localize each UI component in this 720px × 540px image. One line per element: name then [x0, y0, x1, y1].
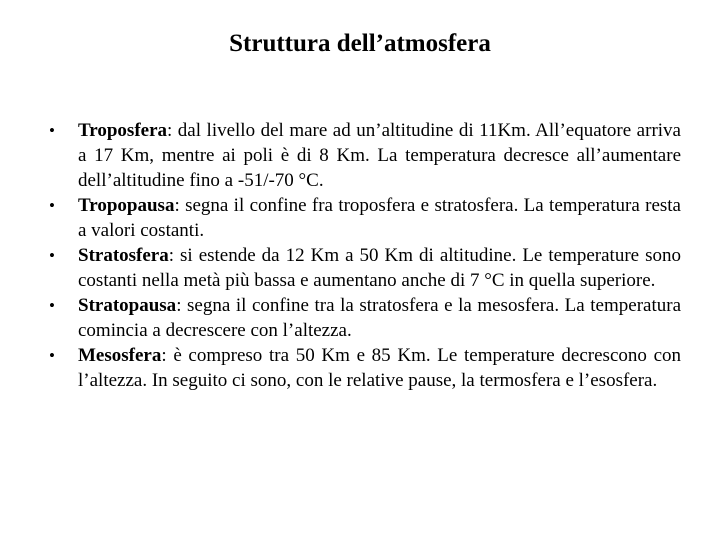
bullet-item-stratopausa — [49, 293, 681, 343]
bullet-icon: • — [49, 196, 55, 215]
bullet-term: Stratosfera — [78, 245, 169, 266]
bullet-text: : dal livello del mare ad un’altitudine di 11Km. All’equatore arriva a 17 Km, mentre ai poli è di 8 Km. La temperatura decresce all’aumentare dell’altitudine fino a -51/-70 °C. — [78, 120, 681, 191]
bullet-item-stratosfera — [49, 243, 681, 293]
bullet-icon: • — [49, 121, 55, 140]
bullet-icon: • — [49, 346, 55, 365]
bullet-text: : è compreso tra 50 Km e 85 Km. Le temperature decrescono con l’altezza. In seguito ci sono, con le relative pause, la termosfera e l’esosfera. — [78, 345, 681, 391]
bullet-term: Stratopausa — [78, 295, 177, 316]
bullet-term: Mesosfera — [78, 345, 162, 366]
slide-title: Struttura dell’atmosfera — [229, 30, 491, 57]
bullet-item-troposfera — [49, 118, 681, 193]
bullet-text: : si estende da 12 Km a 50 Km di altitudine. Le temperature sono costanti nella metà più bassa e aumentano anche di 7 °C in quella superiore. — [78, 245, 681, 291]
bullet-item-mesosfera — [49, 343, 681, 393]
bullet-term: Troposfera — [78, 120, 168, 141]
bullet-text: : segna il confine tra la stratosfera e la mesosfera. La temperatura comincia a decrescere con l’altezza. — [78, 295, 681, 341]
bullet-text: : segna il confine fra troposfera e stratosfera. La temperatura resta a valori costanti. — [78, 195, 681, 241]
bullet-icon: • — [49, 296, 55, 315]
bullet-item-tropopausa — [49, 193, 681, 243]
bullet-icon: • — [49, 246, 55, 265]
bullet-list — [49, 118, 681, 393]
bullet-term: Tropopausa — [78, 195, 175, 216]
